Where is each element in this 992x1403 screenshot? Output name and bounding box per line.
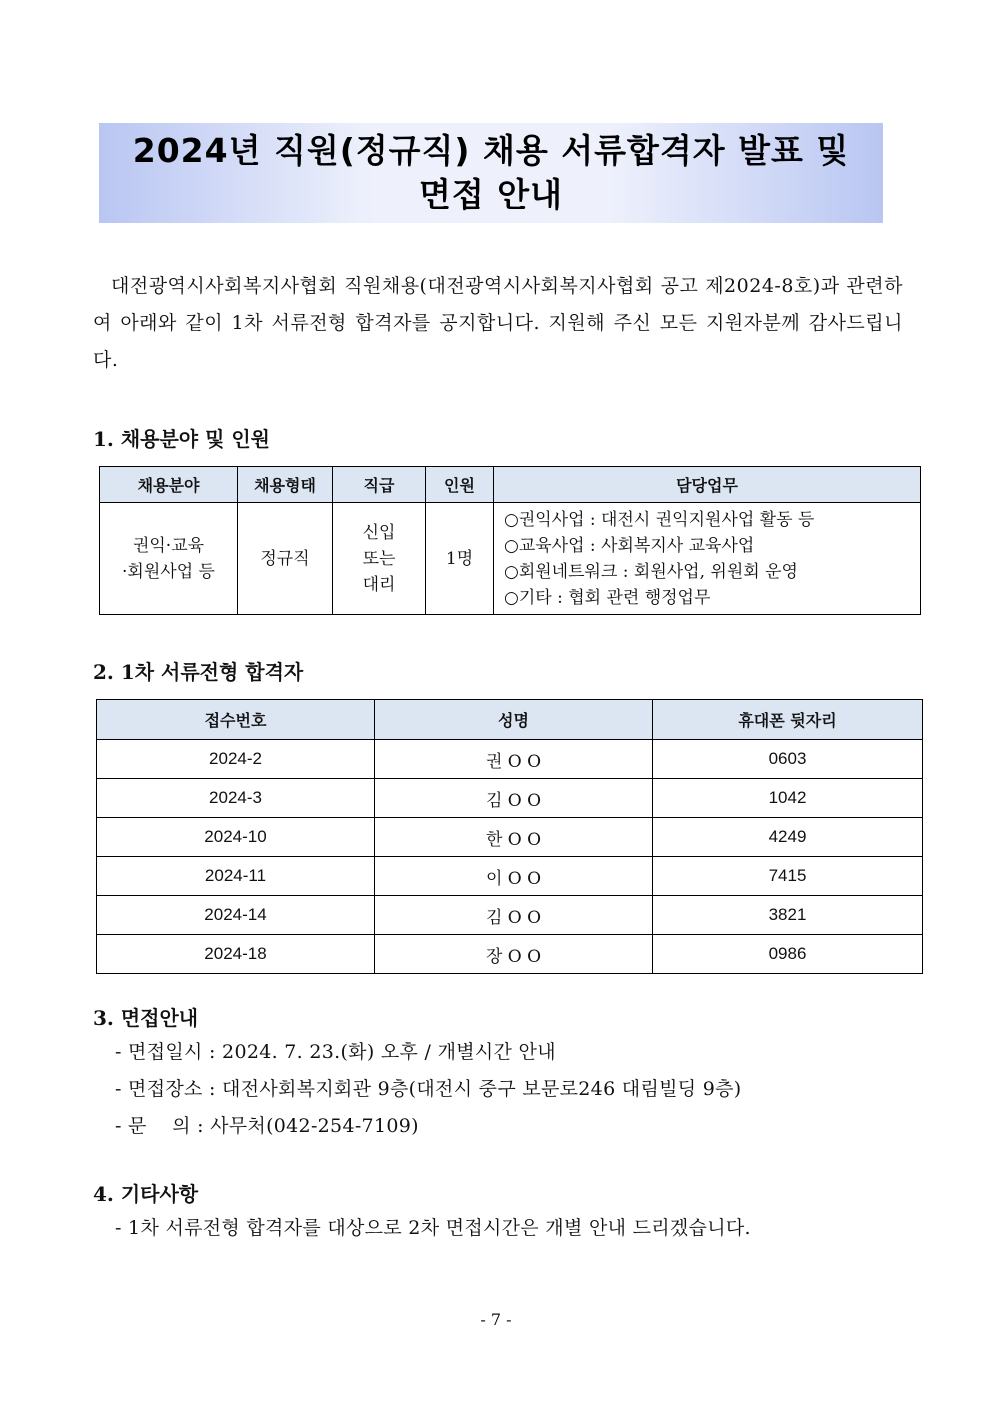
- header-count: 인원: [426, 467, 494, 503]
- field-line: 권익·교육: [132, 535, 205, 556]
- header-receipt-no: 접수번호: [97, 700, 375, 740]
- table-row: [97, 779, 923, 818]
- duty-item: ○교육사업 : 사회복지사 교육사업: [504, 535, 755, 556]
- applicant-name: 이 O O: [375, 857, 653, 896]
- title-banner: [99, 123, 883, 223]
- cell-type: 정규직: [238, 503, 333, 615]
- cell-field: [100, 503, 238, 615]
- receipt-no: 2024-11: [97, 857, 375, 896]
- header-name: 성명: [375, 700, 653, 740]
- interview-info-list: [115, 1034, 742, 1145]
- section2-heading: 2. 1차 서류전형 합격자: [93, 660, 304, 684]
- phone-last-digits: 3821: [653, 896, 923, 935]
- intro-paragraph: [93, 268, 903, 379]
- applicant-name: 권 O O: [375, 740, 653, 779]
- table-row: [100, 503, 921, 615]
- duty-item: ○권익사업 : 대전시 권익지원사업 활동 등: [504, 509, 815, 530]
- list-item: - 면접장소 : 대전사회복지회관 9층(대전시 중구 보문로246 대림빌딩 9층): [115, 1078, 742, 1100]
- applicant-name: 한 O O: [375, 818, 653, 857]
- phone-last-digits: 7415: [653, 857, 923, 896]
- receipt-no: 2024-14: [97, 896, 375, 935]
- list-item: - 면접일시 : 2024. 7. 23.(화) 오후 / 개별시간 안내: [115, 1041, 556, 1063]
- section3-heading: 3. 면접안내: [93, 1006, 199, 1030]
- header-type: 채용형태: [238, 467, 333, 503]
- duty-item: ○기타 : 협회 관련 행정업무: [504, 587, 711, 608]
- page-title-line2: 면접 안내: [418, 175, 563, 214]
- table-header-row: [97, 700, 923, 740]
- duty-item: ○회원네트워크 : 회원사업, 위원회 운영: [504, 561, 798, 582]
- table-header-row: [100, 467, 921, 503]
- phone-last-digits: 4249: [653, 818, 923, 857]
- receipt-no: 2024-3: [97, 779, 375, 818]
- rank-line: 또는: [362, 548, 396, 569]
- rank-line: 신입: [362, 522, 396, 543]
- list-item: - 문 의 : 사무처(042-254-7109): [115, 1115, 419, 1137]
- table-row: [97, 896, 923, 935]
- table-row: [97, 935, 923, 974]
- receipt-no: 2024-2: [97, 740, 375, 779]
- phone-last-digits: 0986: [653, 935, 923, 974]
- header-phone: 휴대폰 뒷자리: [653, 700, 923, 740]
- rank-line: 대리: [362, 574, 396, 595]
- cell-duties: [494, 503, 921, 615]
- table-row: [97, 740, 923, 779]
- phone-last-digits: 1042: [653, 779, 923, 818]
- header-rank: 직급: [333, 467, 426, 503]
- field-line: ·회원사업 등: [122, 561, 215, 582]
- page-number: - 7 -: [480, 1310, 512, 1329]
- applicant-name: 김 O O: [375, 779, 653, 818]
- table-row: [97, 857, 923, 896]
- receipt-no: 2024-10: [97, 818, 375, 857]
- table-row: [97, 818, 923, 857]
- receipt-no: 2024-18: [97, 935, 375, 974]
- header-field: 채용분야: [100, 467, 238, 503]
- other-info-list: [115, 1210, 751, 1247]
- section4-heading: 4. 기타사항: [93, 1182, 199, 1206]
- phone-last-digits: 0603: [653, 740, 923, 779]
- applicant-name: 김 O O: [375, 896, 653, 935]
- applicant-name: 장 O O: [375, 935, 653, 974]
- recruitment-table: [99, 466, 921, 615]
- applicants-table: [96, 699, 923, 974]
- intro-text: 대전광역시사회복지사협회 직원채용(대전광역시사회복지사협회 공고 제2024-8호)과 관련하여 아래와 같이 1차 서류전형 합격자를 공지합니다. 지원해 주신 모든 지원자분께 감사드립니다.: [93, 275, 903, 371]
- cell-count: 1명: [426, 503, 494, 615]
- page-title-line1: 2024년 직원(정규직) 채용 서류합격자 발표 및: [132, 131, 850, 170]
- list-item: - 1차 서류전형 합격자를 대상으로 2차 면접시간은 개별 안내 드리겠습니다.: [115, 1217, 751, 1239]
- cell-rank: [333, 503, 426, 615]
- section1-heading: 1. 채용분야 및 인원: [93, 427, 271, 451]
- header-duties: 담당업무: [494, 467, 921, 503]
